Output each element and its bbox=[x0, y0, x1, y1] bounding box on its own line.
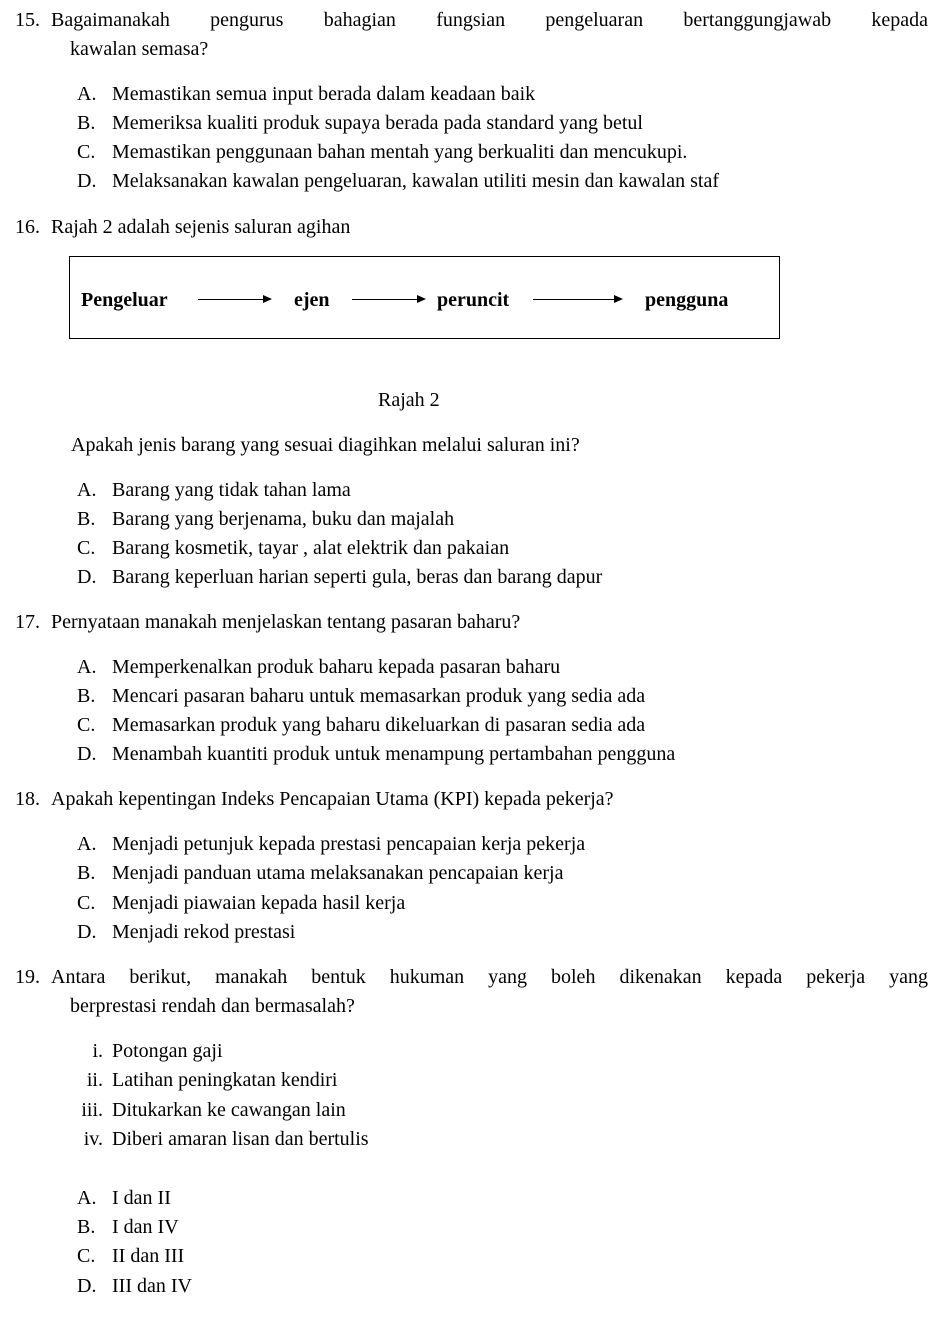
option-text: Memperkenalkan produk baharu kepada pasaran baharu bbox=[112, 656, 561, 678]
question-number: 19. bbox=[15, 966, 40, 988]
arrow-icon bbox=[198, 299, 270, 300]
item-text: Ditukarkan ke cawangan lain bbox=[112, 1099, 346, 1121]
option-letter: B. bbox=[77, 862, 96, 884]
question-text: Apakah jenis barang yang sesuai diagihkan melalui saluran ini? bbox=[71, 434, 580, 456]
option-text: I dan II bbox=[112, 1187, 171, 1209]
option-text: Barang yang berjenama, buku dan majalah bbox=[112, 508, 455, 530]
item-text: Latihan peningkatan kendiri bbox=[112, 1069, 338, 1091]
item-numeral: ii. bbox=[86, 1069, 103, 1091]
option-letter: D. bbox=[77, 743, 97, 765]
diagram-node: Pengeluar bbox=[81, 289, 168, 311]
option-letter: D. bbox=[77, 921, 97, 943]
question-stem: kawalan semasa? bbox=[70, 38, 209, 60]
option-letter: A. bbox=[77, 83, 97, 105]
question-stem: Pernyataan manakah menjelaskan tentang pasaran baharu? bbox=[51, 611, 521, 633]
option-letter: C. bbox=[77, 892, 96, 914]
diagram-node: pengguna bbox=[645, 289, 729, 311]
diagram-node: peruncit bbox=[437, 289, 510, 311]
option-text: Memeriksa kualiti produk supaya berada pada standard yang betul bbox=[112, 112, 643, 134]
option-text: II dan III bbox=[112, 1245, 185, 1267]
item-numeral: iii. bbox=[81, 1099, 103, 1121]
option-text: Menjadi rekod prestasi bbox=[112, 921, 296, 943]
option-letter: D. bbox=[77, 566, 97, 588]
option-letter: B. bbox=[77, 508, 96, 530]
question-stem: berprestasi rendah dan bermasalah? bbox=[70, 995, 355, 1017]
question-number: 16. bbox=[15, 216, 40, 238]
option-letter: C. bbox=[77, 1245, 96, 1267]
option-letter: B. bbox=[77, 112, 96, 134]
arrow-icon bbox=[533, 299, 621, 300]
item-numeral: iv. bbox=[83, 1128, 103, 1150]
option-text: Menjadi petunjuk kepada prestasi pencapaian kerja pekerja bbox=[112, 833, 586, 855]
option-letter: A. bbox=[77, 656, 97, 678]
arrow-icon bbox=[352, 299, 424, 300]
question-stem: Bagaimanakah pengurus bahagian fungsian pengeluaran bertanggungjawab kepada bbox=[51, 9, 928, 31]
question-number: 18. bbox=[15, 788, 40, 810]
option-text: Memastikan penggunaan bahan mentah yang berkualiti dan mencukupi. bbox=[112, 141, 688, 163]
option-text: Mencari pasaran baharu untuk memasarkan produk yang sedia ada bbox=[112, 685, 646, 707]
option-text: Menjadi piawaian kepada hasil kerja bbox=[112, 892, 406, 914]
option-text: Menambah kuantiti produk untuk menampung pertambahan pengguna bbox=[112, 743, 676, 765]
option-letter: A. bbox=[77, 833, 97, 855]
option-text: I dan IV bbox=[112, 1216, 179, 1238]
option-letter: D. bbox=[77, 170, 97, 192]
option-text: III dan IV bbox=[112, 1275, 192, 1297]
item-text: Diberi amaran lisan dan bertulis bbox=[112, 1128, 369, 1150]
question-stem: Apakah kepentingan Indeks Pencapaian Utama (KPI) kepada pekerja? bbox=[51, 788, 614, 810]
option-letter: A. bbox=[77, 1187, 97, 1209]
option-text: Barang yang tidak tahan lama bbox=[112, 479, 351, 501]
option-text: Menjadi panduan utama melaksanakan pencapaian kerja bbox=[112, 862, 564, 884]
option-letter: C. bbox=[77, 141, 96, 163]
question-stem: Rajah 2 adalah sejenis saluran agihan bbox=[51, 216, 351, 238]
option-text: Melaksanakan kawalan pengeluaran, kawalan utiliti mesin dan kawalan staf bbox=[112, 170, 719, 192]
option-text: Barang keperluan harian seperti gula, beras dan barang dapur bbox=[112, 566, 603, 588]
item-numeral: i. bbox=[92, 1040, 103, 1062]
option-text: Barang kosmetik, tayar , alat elektrik dan pakaian bbox=[112, 537, 510, 559]
option-letter: B. bbox=[77, 1216, 96, 1238]
figure-caption: Rajah 2 bbox=[378, 389, 440, 411]
question-number: 15. bbox=[15, 9, 40, 31]
option-letter: B. bbox=[77, 685, 96, 707]
question-number: 17. bbox=[15, 611, 40, 633]
option-text: Memasarkan produk yang baharu dikeluarkan di pasaran sedia ada bbox=[112, 714, 646, 736]
option-letter: A. bbox=[77, 479, 97, 501]
option-letter: C. bbox=[77, 714, 96, 736]
option-text: Memastikan semua input berada dalam keadaan baik bbox=[112, 83, 536, 105]
question-stem: Antara berikut, manakah bentuk hukuman yang boleh dikenakan kepada pekerja yang bbox=[51, 966, 928, 988]
diagram-node: ejen bbox=[294, 289, 330, 311]
option-letter: D. bbox=[77, 1275, 97, 1297]
item-text: Potongan gaji bbox=[112, 1040, 223, 1062]
option-letter: C. bbox=[77, 537, 96, 559]
